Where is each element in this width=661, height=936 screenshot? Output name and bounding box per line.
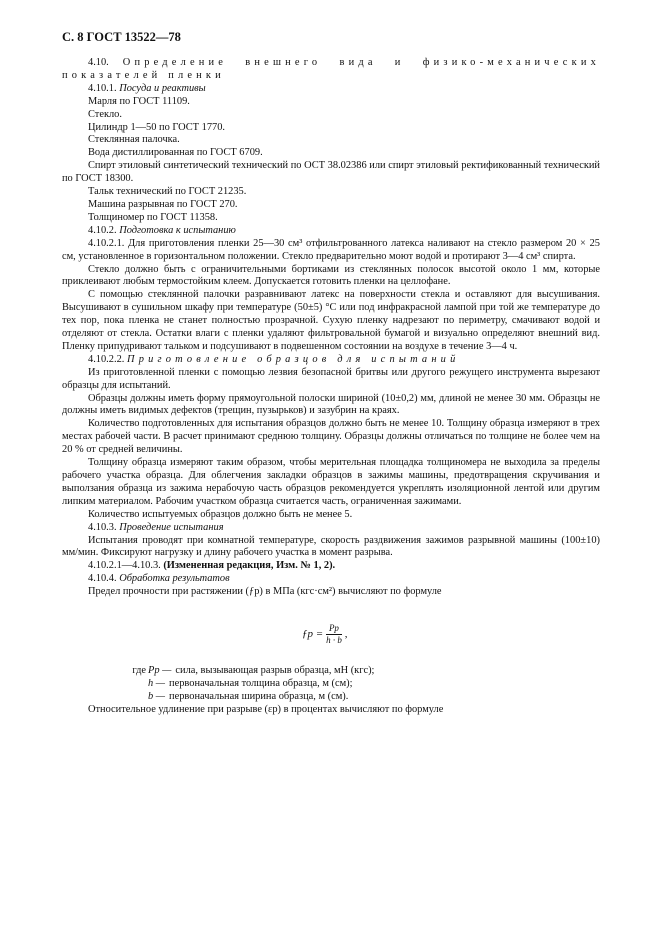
paragraph-text: Марля по ГОСТ 11109.: [88, 95, 190, 107]
paragraph-text: Стекло должно быть с ограничительными бортиками из стеклянных полосок высотой около 1 мм, которые приклеивают любым термостойким клеем. Допускается готовить пленки на целлофане.: [62, 263, 600, 288]
where-list: [88, 665, 600, 704]
where-row: [88, 678, 600, 691]
paragraph: [62, 457, 600, 509]
paragraph: [62, 393, 600, 419]
where-row: [88, 665, 600, 678]
paragraph-text: Стеклянная палочка.: [88, 134, 180, 146]
paragraph-text: Подготовка к испытанию: [119, 224, 236, 236]
paragraph-text: Из приготовленной пленки с помощью лезвия безопасной бритвы или другого режущего инструмента вырезают образцы для испытаний.: [62, 366, 600, 391]
paragraph: [62, 83, 600, 96]
paragraph: [62, 289, 600, 354]
clause-number: 4.10.1.: [88, 82, 117, 94]
paragraph: [62, 57, 600, 83]
clause-number: 4.10.3.: [88, 521, 117, 533]
formula-block: [62, 599, 600, 665]
where-symbol: h —: [148, 677, 166, 689]
paragraph-text: Количество подготовленных для испытания образцов должно быть не менее 10. Толщину образца измеряют в трех местах рабочей части. В расчет принимают среднюю толщину. Образцы должны отличаться по толщине не более чем на 20 % от средней величины.: [62, 418, 600, 456]
paragraph-text: Количество испытуемых образцов должно быть не менее 5.: [88, 508, 353, 520]
where-row: [88, 691, 600, 704]
clause-number: 4.10.2.: [88, 224, 117, 236]
paragraph: [62, 522, 600, 535]
where-prefix: [88, 678, 148, 691]
clause-number: 4.10.: [88, 57, 109, 68]
formula-fraction: [326, 623, 342, 646]
formula-denominator: h · b: [326, 635, 342, 646]
paragraph-text: Машина разрывная по ГОСТ 270.: [88, 198, 238, 210]
formula-numerator: Pр: [326, 623, 342, 635]
formula-lhs: ƒр =: [302, 628, 324, 641]
paragraph: [62, 96, 600, 109]
where-symbol: Pр —: [148, 665, 172, 677]
paragraph: [62, 225, 600, 238]
strength-intro: Предел прочности при растяжении (ƒр) в МПа (кгс·см²) вычисляют по формуле: [88, 586, 442, 598]
clause-number: 4.10.2.2.: [88, 353, 125, 365]
paragraph: [62, 199, 600, 212]
formula-tail: ,: [344, 628, 348, 641]
elongation-intro: Относительное удлинение при разрыве (εр) в процентах вычисляют по формуле: [88, 703, 444, 715]
where-description: сила, вызывающая разрыв образца, мН (кгс);: [175, 665, 375, 677]
paragraph-text: Испытания проводят при комнатной температуре, скорость раздвижения зажимов разрывной машины (100±10) мм/мин. Фиксируют нагрузку и длину рабочего участка в момент разрыва.: [62, 534, 600, 559]
paragraph-text: Толщину образца измеряют таким образом, чтобы мерительная площадка толщиномера не выходила за пределы рабочего участка образца. Для облегчения закладки образцов в зажимы машины, предотвращения скручивания и выползания образца из зажима нерабочую часть образцов рекомендуется укреплять изоляционной лентой или другим липким материалом. Рабочим участком образца считается часть, ограниченная зажимами.: [62, 457, 600, 507]
paragraph: [62, 264, 600, 290]
where-description: первоначальная толщина образца, м (см);: [169, 677, 353, 689]
paragraph: [62, 186, 600, 199]
paragraph-text: Цилиндр 1—50 по ГОСТ 1770.: [88, 121, 226, 133]
paragraph-text: Спирт этиловый синтетический технический по ОСТ 38.02386 или спирт этиловый ректификованный технический по ГОСТ 18300.: [62, 160, 600, 185]
paragraph: [62, 134, 600, 147]
paragraph: [62, 573, 600, 586]
paragraph: [62, 367, 600, 393]
clause-number: 4.10.2.1—4.10.3.: [88, 560, 161, 572]
paragraph: [62, 560, 600, 573]
paragraph-text: С помощью стеклянной палочки разравнивают латекс на поверхности стекла и оставляют для высушивания. Высушивают в сушильном шкафу при температуре (50±5) °С или под инфракрасной лампой при той же температуре до тех пор, пока пленка не станет полностью прозрачной. Сухую пленку надрезают по периметру, смачивают водой и отделяют от стекла. Остатки влаги с пленки удаляют фильтровальной бумагой и визуально определяют внешний вид. Пленку припудривают тальком и подсушивают в подвешенном состоянии на воздухе в течение 3—4 ч.: [62, 289, 600, 352]
clause-number: 4.10.4.: [88, 573, 117, 585]
paragraph-text: (Измененная редакция, Изм. № 1, 2).: [163, 560, 336, 572]
paragraph: [62, 535, 600, 561]
paragraph-text: Стекло.: [88, 108, 122, 120]
paragraph-text: Приготовление образцов для испытаний: [126, 353, 460, 365]
where-description: первоначальная ширина образца, м (см).: [169, 690, 349, 702]
paragraph: [62, 109, 600, 122]
paragraph: [62, 418, 600, 457]
document-body: [62, 57, 600, 717]
paragraph-text: Тальк технический по ГОСТ 21235.: [88, 186, 247, 198]
paragraph: [62, 160, 600, 186]
paragraph-text: Толщиномер по ГОСТ 11358.: [88, 211, 218, 223]
paragraph: [62, 238, 600, 264]
paragraph: [62, 212, 600, 225]
paragraph-text: Проведение испытания: [119, 521, 224, 533]
clause-number: 4.10.2.1.: [88, 237, 125, 249]
paragraph-text: Определение внешнего вида и физико-механических показателей пленки: [62, 57, 600, 81]
paragraph-list: [62, 57, 600, 586]
paragraph-text: Обработка результатов: [119, 573, 230, 585]
where-prefix: [88, 691, 148, 704]
paragraph-text: Вода дистиллированная по ГОСТ 6709.: [88, 147, 263, 159]
strength-formula: [302, 623, 347, 646]
paragraph: [62, 509, 600, 522]
paragraph-text: Посуда и реактивы: [119, 82, 206, 94]
page-header: С. 8 ГОСТ 13522—78: [62, 30, 181, 44]
where-symbol: b —: [148, 690, 166, 702]
paragraph: [62, 354, 600, 367]
where-prefix: где: [132, 665, 146, 677]
paragraph: [62, 147, 600, 160]
paragraph-text: Образцы должны иметь форму прямоугольной полоски шириной (10±0,2) мм, длиной не менее 30 мм. Образцы не должны иметь видимых дефектов (трещин, пузырьков) и зазубрин на краях.: [62, 392, 600, 417]
paragraph-text: Для приготовления пленки 25—30 см³ отфильтрованного латекса наливают на стекло размером 20 × 25 см, установленное в горизонтальном положении. Стекло предварительно моют водой и протирают 3—4 см³ спирта.: [62, 237, 600, 262]
paragraph: [62, 122, 600, 135]
